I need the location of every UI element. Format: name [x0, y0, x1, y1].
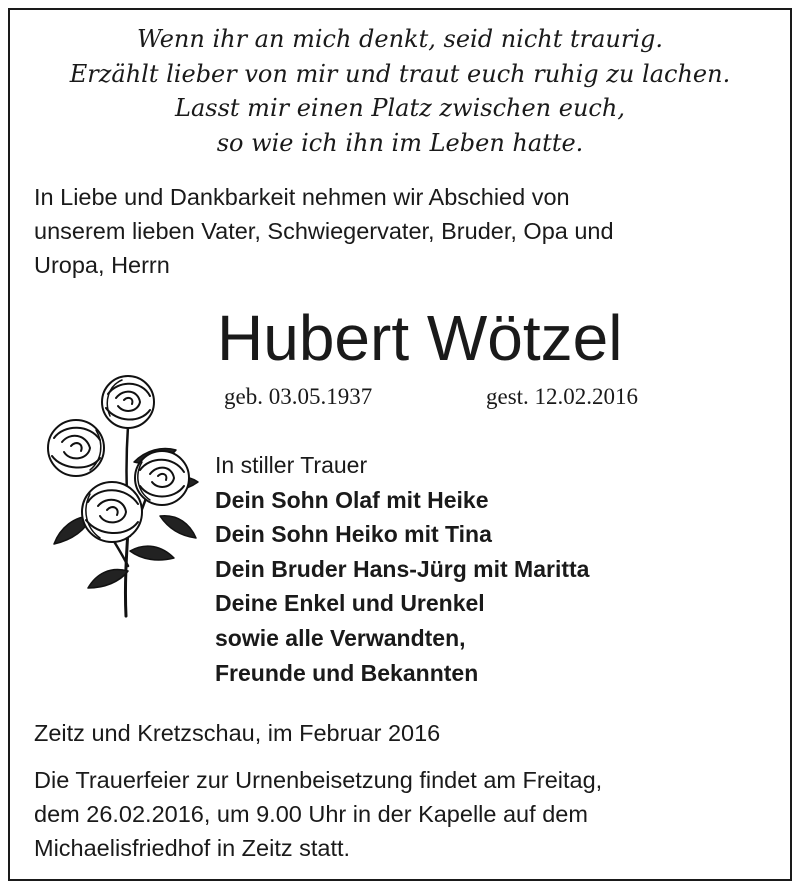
mourner-line: Dein Sohn Heiko mit Tina — [215, 521, 492, 548]
mourner-line: sowie alle Verwandten, — [215, 624, 466, 651]
intro-line: Uropa, Herrn — [34, 252, 170, 278]
ceremony-info — [34, 763, 774, 865]
mourner-line: Freunde und Bekannten — [215, 659, 479, 686]
ceremony-line: dem 26.02.2016, um 9.00 Uhr in der Kapelle auf dem — [34, 801, 588, 827]
intro-line: unserem lieben Vater, Schwiegervater, Bruder, Opa und — [34, 218, 614, 244]
death-date: gest. 12.02.2016 — [486, 384, 639, 409]
deceased-name: Hubert Wötzel — [217, 302, 623, 374]
mourner-line: Deine Enkel und Urenkel — [215, 590, 485, 617]
mourners-lead: In stiller Trauer — [215, 452, 368, 478]
poem-line: Wenn ihr an mich denkt, seid nicht traurig. — [136, 25, 664, 53]
ceremony-line: Michaelisfriedhof in Zeitz statt. — [34, 835, 351, 861]
intro-line: In Liebe und Dankbarkeit nehmen wir Abschied von — [34, 184, 570, 210]
birth-date: geb. 03.05.1937 — [224, 384, 373, 409]
mourner-line: Dein Bruder Hans-Jürg mit Maritta — [215, 555, 590, 582]
poem-line: so wie ich ihn im Leben hatte. — [216, 128, 584, 157]
poem-line: Erzählt lieber von mir und traut euch ruhig zu lachen. — [69, 59, 731, 88]
rose-bouquet-icon — [30, 366, 210, 622]
poem-line: Lasst mir einen Platz zwischen euch, — [175, 94, 625, 122]
place-and-date: Zeitz und Kretzschau, im Februar 2016 — [34, 720, 441, 746]
mourner-line: Dein Sohn Olaf mit Heike — [215, 486, 489, 513]
poem — [10, 22, 790, 160]
intro-text — [34, 180, 764, 282]
ceremony-line: Die Trauerfeier zur Urnenbeisetzung findet am Freitag, — [34, 767, 603, 793]
mourners-list — [215, 448, 775, 690]
